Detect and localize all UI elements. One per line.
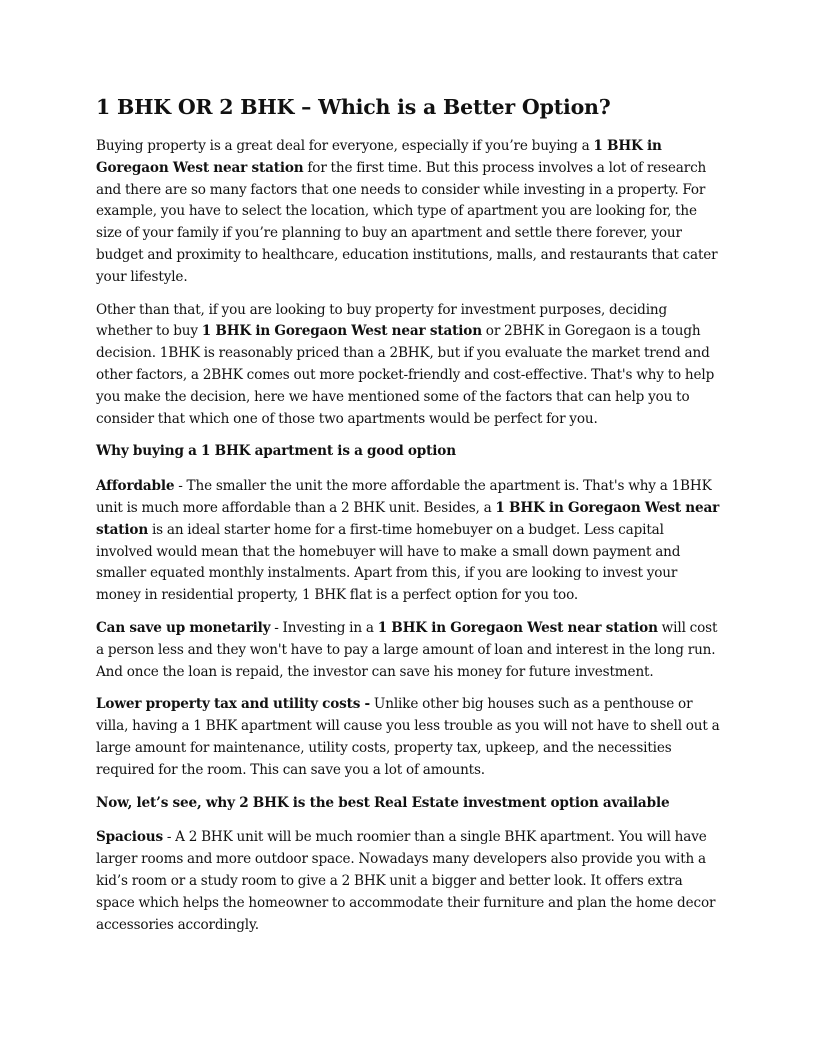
- save-keyword: 1 BHK in Goregaon West near station: [377, 619, 658, 636]
- investment-text-2: or 2BHK in Goregaon is a tough decision. 1BHK is reasonably priced than a 2BHK, but if you evaluate the market trend and other factors, a 2BHK comes out more pocket-friendly and cost-effective. That's why to help you make the decision, here we have mentioned some of the factors that can help you to consider that which one of those two apartments would be perfect for you.: [96, 323, 715, 427]
- save-text-2: will cost a person less and they won't have to pay a large amount of loan and interest in the long run. And once the loan is repaid, the investor can save his money for future investment.: [96, 619, 718, 680]
- spacious-text: - A 2 BHK unit will be much roomier than a single BHK apartment. You will have larger rooms and more outdoor space. Nowadays many developers also provide you with a kid’s room or a study room to give a 2 BHK unit a bigger and better look. It offers extra space which helps the homeowner to accommodate their furniture and plan the home decor accessories accordingly.: [96, 829, 716, 933]
- intro-text-1: Buying property is a great deal for everyone, especially if you’re buying a: [96, 138, 594, 154]
- investment-keyword: 1 BHK in Goregaon West near station: [201, 323, 482, 340]
- intro-keyword: 1 BHK in Goregaon West near station: [96, 138, 662, 176]
- investment-paragraph: [96, 300, 722, 431]
- tax-paragraph: [96, 694, 722, 781]
- affordable-text-1: - The smaller the unit the more affordable the apartment is. That's why a 1BHK unit is much more affordable than a 2 BHK unit. Besides, a: [96, 478, 712, 516]
- section-heading-2bhk: Now, let’s see, why 2 BHK is the best Real Estate investment option available: [96, 794, 670, 811]
- investment-text-1: Other than that, if you are looking to buy property for investment purposes, deciding whether to buy: [96, 301, 668, 340]
- document-page: [96, 92, 722, 947]
- affordable-paragraph: [96, 476, 722, 607]
- spacious-paragraph: [96, 827, 722, 936]
- affordable-text-2: is an ideal starter home for a first-time homebuyer on a budget. Less capital involved would mean that the homebuyer will have to make a small down payment and smaller equated monthly instalments. Apart from this, if you are looking to invest your money in residential property, 1 BHK flat is a perfect option for you too.: [96, 521, 681, 604]
- intro-paragraph: [96, 136, 722, 289]
- spacious-label: Spacious: [96, 829, 163, 846]
- save-text-1: - Investing in a: [270, 619, 378, 636]
- save-label: Can save up monetarily: [96, 619, 271, 636]
- section-heading-1bhk: Why buying a 1 BHK apartment is a good option: [96, 443, 456, 460]
- intro-text-2: for the first time. But this process involves a lot of research and there are so many factors that one needs to consider while investing in a property. For example, you have to select the location, which type of apartment you are looking for, the size of your family if you’re planning to buy an apartment and settle there forever, your budget and proximity to healthcare, education institutions, malls, and restaurants that cater your lifestyle.: [96, 159, 718, 285]
- page-title: 1 BHK OR 2 BHK – Which is a Better Option?: [96, 95, 611, 119]
- affordable-label: Affordable: [96, 478, 175, 495]
- save-paragraph: [96, 618, 722, 683]
- affordable-keyword: 1 BHK in Goregaon West near station: [96, 499, 720, 538]
- tax-label: Lower property tax and utility costs -: [96, 696, 371, 713]
- tax-text: Unlike other big houses such as a penthouse or villa, having a 1 BHK apartment will cause you less trouble as you will not have to shell out a large amount for maintenance, utility costs, property tax, upkeep, and the necessities required for the room. This can save you a lot of amounts.: [96, 696, 720, 778]
